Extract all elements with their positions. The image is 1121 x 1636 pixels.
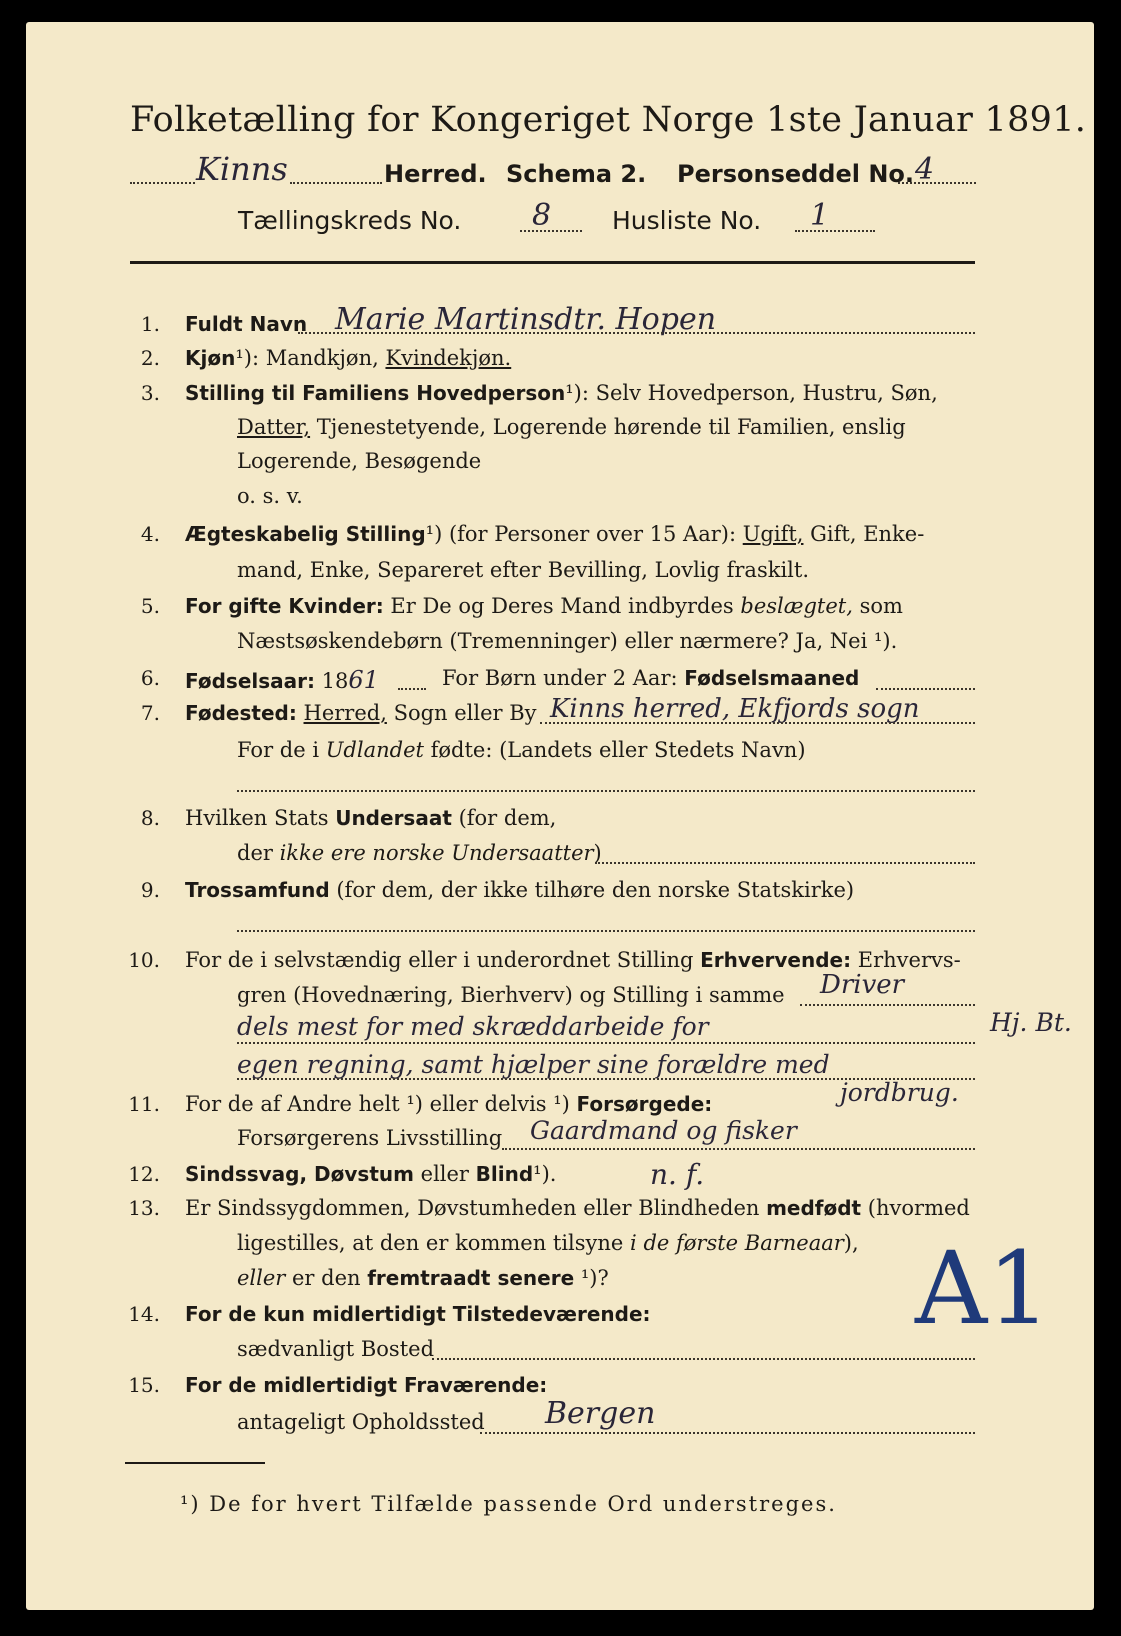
disability-value: n. f.: [650, 1158, 705, 1191]
supporter-occupation-label: Forsørgerens Livsstilling: [237, 1126, 503, 1150]
item-number: 12.: [128, 1162, 160, 1186]
marital-status-row: Ægteskabelig Stilling¹) (for Personer over 15 Aar): Ugift, Gift, Enke-: [185, 522, 925, 546]
foreign-birth-row: For de i Udlandet fødte: (Landets eller Stedets Navn): [237, 738, 806, 762]
dotted-line: [130, 182, 195, 184]
dotted-line: [290, 182, 382, 184]
married-women-row: Næstsøskendebørn (Tremenninger) eller nærmere? Ja, Nei ¹).: [237, 629, 898, 653]
usual-residence-label: sædvanligt Bosted: [237, 1337, 435, 1361]
margin-mark: A1: [915, 1230, 1051, 1347]
family-position-row: Stilling til Familiens Hovedperson¹): Selv Hovedperson, Hustru, Søn,: [185, 381, 938, 405]
occupation-row: For de i selvstændig eller i underordnet Stilling Erhvervende: Erhvervs-: [185, 948, 961, 972]
dotted-line: [480, 1432, 975, 1434]
citizenship-row: Hvilken Stats Undersaat (for dem,: [185, 806, 557, 830]
congenital-row: Er Sindssygdommen, Døvstumheden eller Blindheden medfødt (hvormed: [185, 1196, 970, 1220]
full-name-value: Marie Martinsdtr. Hopen: [335, 302, 717, 337]
item-number: 3.: [140, 381, 160, 405]
dotted-line: [432, 1358, 975, 1360]
occupation-value: jordbrug.: [840, 1078, 959, 1107]
gender-selected: Kvindekjøn.: [385, 346, 512, 370]
dotted-line: [398, 688, 426, 690]
dotted-line: [898, 182, 976, 184]
full-name-label: Fuldt Navn: [185, 312, 308, 336]
husliste-value: 1: [810, 198, 830, 233]
congenital-row: ligestilles, at den er kommen tilsyne i de første Barneaar),: [237, 1231, 859, 1255]
occupation-value: egen regning, samt hjælper sine forældre med: [237, 1050, 830, 1079]
congenital-row: eller er den fremtraadt senere ¹)?: [237, 1266, 609, 1290]
occupation-value: Driver: [820, 970, 905, 1000]
supported-row: For de af Andre helt ¹) eller delvis ¹) Forsørgede:: [185, 1092, 713, 1116]
item-number: 2.: [140, 346, 160, 370]
probable-location-value: Bergen: [545, 1396, 656, 1431]
marital-status-selected: Ugift,: [742, 522, 804, 546]
birth-month-row: For Børn under 2 Aar: Fødselsmaaned: [442, 666, 860, 690]
header-rule: [130, 261, 975, 264]
dotted-line: [520, 230, 582, 232]
temporary-absent-label: For de midlertidigt Fraværende:: [185, 1373, 548, 1397]
birthplace-value: Kinns herred, Ekfjords sogn: [550, 694, 920, 724]
item-number: 6.: [140, 666, 160, 690]
family-position-row: Datter, Tjenestetyende, Logerende hørende til Familien, enslig: [237, 415, 906, 439]
occupation-row: gren (Hovednæring, Bierhverv) og Stilling i samme: [237, 983, 785, 1007]
dotted-line: [876, 688, 975, 690]
item-number: 10.: [128, 948, 160, 972]
occupation-value: dels mest for med skræddarbeide for: [237, 1012, 709, 1041]
dotted-line: [237, 1042, 975, 1044]
item-number: 5.: [140, 594, 160, 618]
dotted-line: [800, 1004, 975, 1006]
family-position-row: o. s. v.: [237, 484, 303, 508]
birthplace-row: Fødested: Herred, Sogn eller By: [185, 701, 537, 725]
dotted-line: [298, 332, 975, 334]
dotted-line: [795, 230, 875, 232]
gender-label: Kjøn: [185, 346, 236, 370]
personseddel-value: 4: [915, 152, 935, 187]
dotted-line: [237, 930, 975, 932]
family-position-row: Logerende, Besøgende: [237, 449, 482, 473]
item-number: 4.: [140, 522, 160, 546]
supporter-occupation-value: Gaardmand og fisker: [530, 1116, 797, 1145]
birthplace-selected: Herred,: [303, 701, 387, 725]
dotted-line: [237, 790, 975, 792]
probable-location-label: antageligt Opholdssted: [237, 1410, 485, 1434]
temporary-present-label: For de kun midlertidigt Tilstedeværende:: [185, 1302, 651, 1326]
occupation-value: Hj. Bt.: [990, 1008, 1072, 1037]
gender-row: Kjøn¹): Mandkjøn, Kvindekjøn.: [185, 346, 512, 370]
dotted-line: [540, 722, 975, 724]
personseddel-label: Personseddel No.: [677, 160, 915, 188]
birth-year-value: 61: [348, 666, 379, 694]
herred-label: Herred.: [384, 160, 487, 188]
citizenship-row: der ikke ere norske Undersaatter): [237, 841, 602, 865]
taellingskreds-label: Tællingskreds No.: [238, 206, 462, 235]
family-position-selected: Datter,: [237, 415, 311, 439]
item-number: 9.: [140, 878, 160, 902]
schema-label: Schema 2.: [506, 160, 647, 188]
item-number: 15.: [128, 1373, 160, 1397]
disability-row: Sindssvag, Døvstum eller Blind¹).: [185, 1162, 557, 1186]
footnote: ¹) De for hvert Tilfælde passende Ord understreges.: [180, 1492, 837, 1516]
item-number: 13.: [128, 1196, 160, 1220]
item-number: 14.: [128, 1302, 160, 1326]
husliste-label: Husliste No.: [612, 206, 762, 235]
birth-year-label: Fødselsaar:: [185, 669, 315, 693]
dotted-line: [595, 862, 975, 864]
item-number: 1.: [140, 312, 160, 336]
married-women-row: For gifte Kvinder: Er De og Deres Mand indbyrdes beslægtet, som: [185, 594, 903, 618]
herred-value: Kinns: [196, 150, 288, 188]
taellingskreds-value: 8: [532, 198, 552, 233]
item-number: 7.: [140, 701, 160, 725]
item-number: 11.: [128, 1092, 160, 1116]
form-title: Folketælling for Kongeriget Norge 1ste Januar 1891.: [130, 100, 1087, 140]
footnote-rule: [125, 1462, 265, 1464]
item-number: 8.: [140, 806, 160, 830]
marital-status-row: mand, Enke, Separeret efter Bevilling, Lovlig fraskilt.: [237, 558, 810, 582]
birth-year-row: Fødselsaar: 1861: [185, 666, 379, 694]
religion-row: Trossamfund (for dem, der ikke tilhøre den norske Statskirke): [185, 878, 855, 902]
dotted-line: [502, 1148, 975, 1150]
